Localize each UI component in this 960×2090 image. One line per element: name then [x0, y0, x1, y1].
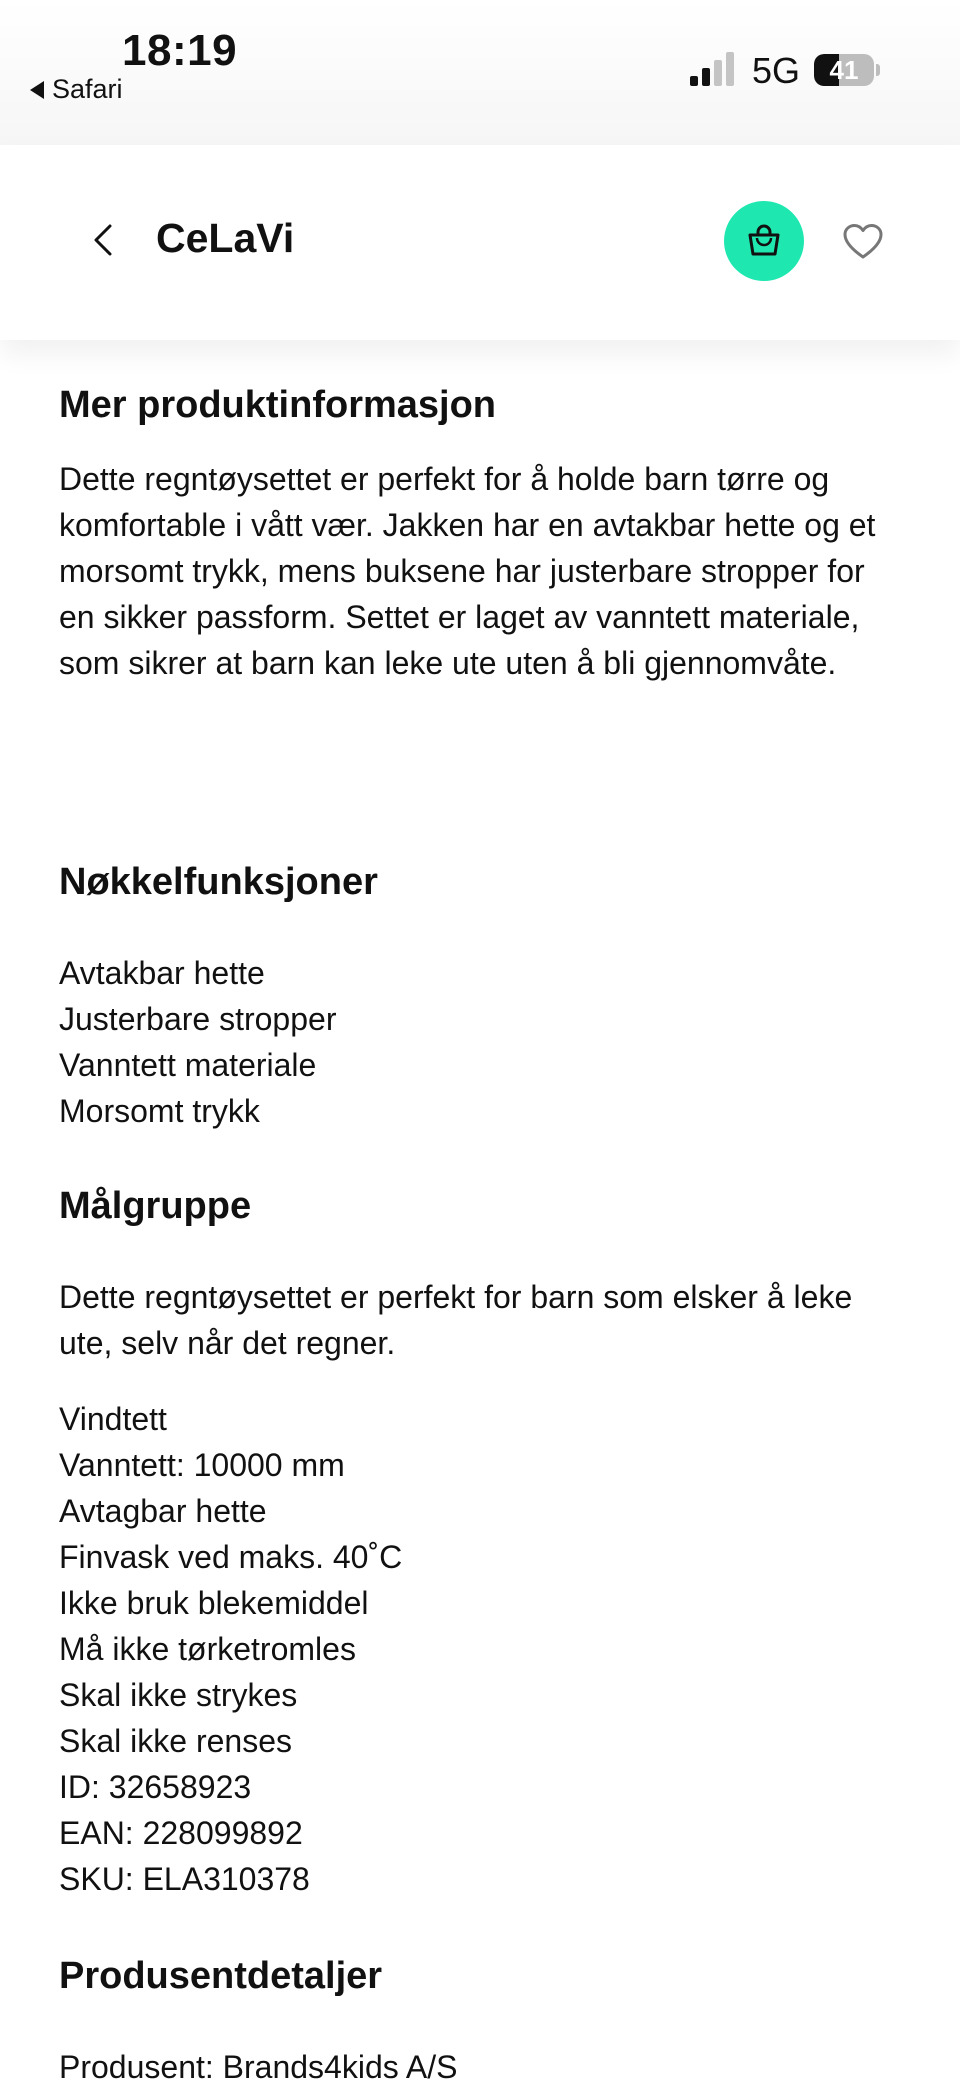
heart-icon: [842, 223, 884, 261]
back-triangle-icon: [30, 81, 44, 99]
battery-level: 41: [829, 55, 859, 85]
shopping-bag-button[interactable]: [724, 201, 804, 281]
spec-item: Ikke bruk blekemiddel: [59, 1585, 369, 1621]
battery-icon: [814, 54, 874, 86]
signal-bar: [702, 68, 710, 86]
list-item: Morsomt trykk: [59, 1093, 260, 1129]
spec-item: EAN: 228099892: [59, 1815, 303, 1851]
specs-list: [59, 1396, 402, 1902]
spec-item: Finvask ved maks. 40˚C: [59, 1539, 403, 1575]
nav-header: [0, 145, 960, 340]
back-app-label: Safari: [52, 74, 123, 104]
network-type: 5G: [752, 50, 801, 91]
back-button[interactable]: [78, 215, 128, 265]
signal-bar: [714, 60, 722, 86]
spec-item: Skal ikke strykes: [59, 1677, 298, 1713]
battery-tip: [876, 64, 880, 76]
signal-bar: [726, 52, 734, 86]
section-heading-target-group: Målgruppe: [59, 1185, 252, 1227]
spec-item: Avtagbar hette: [59, 1493, 267, 1529]
status-bar: [0, 0, 960, 145]
back-to-safari-link[interactable]: [30, 74, 123, 105]
signal-bar: [690, 76, 698, 86]
target-group-text: Dette regntøysettet er perfekt for barn som elsker å leke ute, selv når det regner.: [59, 1279, 853, 1361]
status-time: 18:19: [122, 26, 238, 75]
chevron-left-icon: [90, 220, 116, 260]
spec-item: SKU: ELA310378: [59, 1861, 310, 1897]
list-item: Avtakbar hette: [59, 955, 265, 991]
spec-item: Skal ikke renses: [59, 1723, 292, 1759]
list-item: Vanntett materiale: [59, 1047, 317, 1083]
spec-item: Vanntett: 10000 mm: [59, 1447, 345, 1483]
spec-item: Vindtett: [59, 1401, 167, 1437]
cellular-signal-icon: [688, 52, 740, 88]
section-heading-key-features: Nøkkelfunksjoner: [59, 861, 378, 903]
more-info-text: Dette regntøysettet er perfekt for å holde barn tørre og komfortable i vått vær. Jakken har en avtakbar hette og et morsomt trykk, mens buksene har justerbare stropper for en sikker passform. Settet er laget av vanntett materiale, som sikrer at barn kan leke ute uten å bli gjennomvåte.: [59, 461, 876, 681]
list-item: Justerbare stropper: [59, 1001, 337, 1037]
spec-item: Må ikke tørketromles: [59, 1631, 356, 1667]
page-title: CeLaVi: [156, 215, 295, 261]
spec-item: ID: 32658923: [59, 1769, 252, 1805]
section-heading-more-info: Mer produktinformasjon: [59, 384, 497, 426]
section-heading-manufacturer: Produsentdetaljer: [59, 1955, 383, 1997]
shopping-bag-icon: [746, 224, 782, 258]
manufacturer-text: Produsent: Brands4kids A/S: [59, 2049, 458, 2085]
favorite-button[interactable]: [838, 217, 888, 267]
key-features-list: [59, 950, 336, 1134]
